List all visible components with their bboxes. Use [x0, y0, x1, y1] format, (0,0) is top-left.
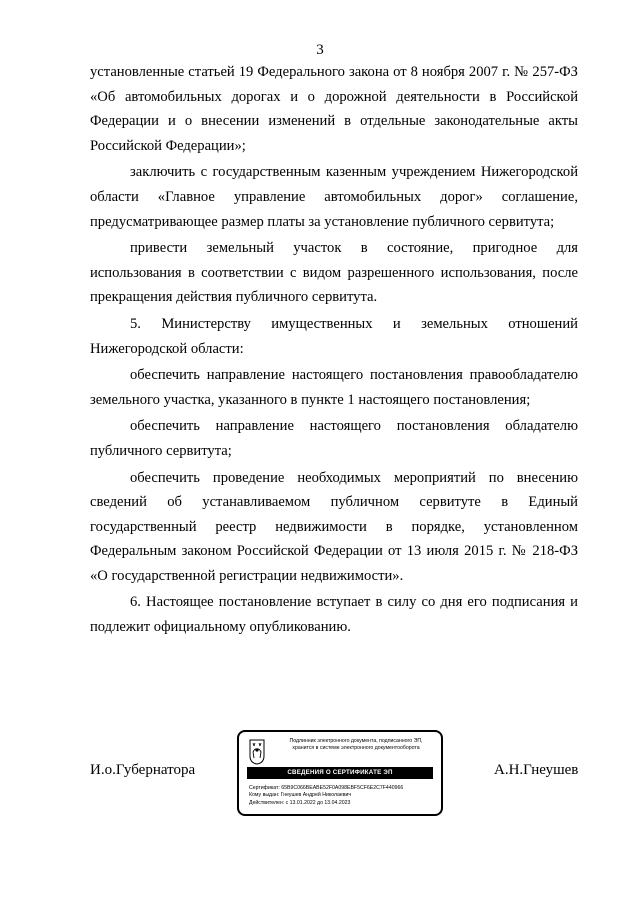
deer-emblem-icon [249, 739, 265, 765]
signatory-position: И.о.Губернатора [90, 762, 196, 778]
stamp-note [273, 738, 439, 752]
certificate-number: Сертификат: 65B9C066BEABE52F0A098EBF5CF6E2C7F440966 [249, 785, 404, 791]
stamp-details [249, 785, 439, 807]
certificate-validity: Действителен: с 13.01.2022 до 13.04.2023 [249, 799, 351, 806]
paragraph-2: заключить с государственным казенным учреждением Нижегородской области «Главное управление автомобильных дорог» соглашение, предусматривающее размер платы за установление публичного сервитута; [90, 164, 578, 230]
paragraph-3: привести земельный участок в состояние, пригодное для использования в соответствии с видом разрешенного использования, после прекращения действия публичного сервитута. [90, 240, 578, 306]
paragraph-8: 6. Настоящее постановление вступает в силу со дня его подписания и подлежит официальному опубликованию. [90, 594, 578, 636]
paragraph-7: обеспечить проведение необходимых мероприятий по внесению сведений об устанавливаемом публичном сервитуте в Единый государственный реестр недвижимости в порядке, установленном Федеральным законом Российской Федерации от 13 июля 2015 г. № 218-ФЗ «О государственной регистрации недвижимости». [90, 469, 578, 584]
electronic-signature-stamp [237, 730, 443, 816]
paragraph-4: 5. Министерству имущественных и земельных отношений Нижегородской области: [90, 315, 578, 357]
stamp-note-line-1: Подлинник электронного документа, подписанного ЭП, [289, 738, 423, 744]
paragraph-1: установленные статьей 19 Федерального закона от 8 ноября 2007 г. № 257-ФЗ «Об автомобильных дорогах и о дорожной деятельности в Российской Федерации и о внесении изменений в отдельные законодательные акты Российской Федерации»; [90, 64, 578, 154]
paragraph-5: обеспечить направление настоящего постановления правообладателю земельного участка, указанного в пункте 1 настоящего постановления; [90, 367, 578, 408]
certificate-owner: Кому выдан: Гнеушев Андрей Николаевич [249, 792, 352, 799]
signatory-name: А.Н.Гнеушев [494, 762, 579, 778]
stamp-banner: СВЕДЕНИЯ О СЕРТИФИКАТЕ ЭП [247, 767, 433, 779]
page-number: 3 [316, 42, 324, 58]
stamp-note-line-2: хранится в системе электронного документооборота [292, 745, 420, 751]
paragraph-6: обеспечить направление настоящего постановления обладателю публичного сервитута; [90, 418, 578, 459]
document-body [90, 60, 578, 640]
